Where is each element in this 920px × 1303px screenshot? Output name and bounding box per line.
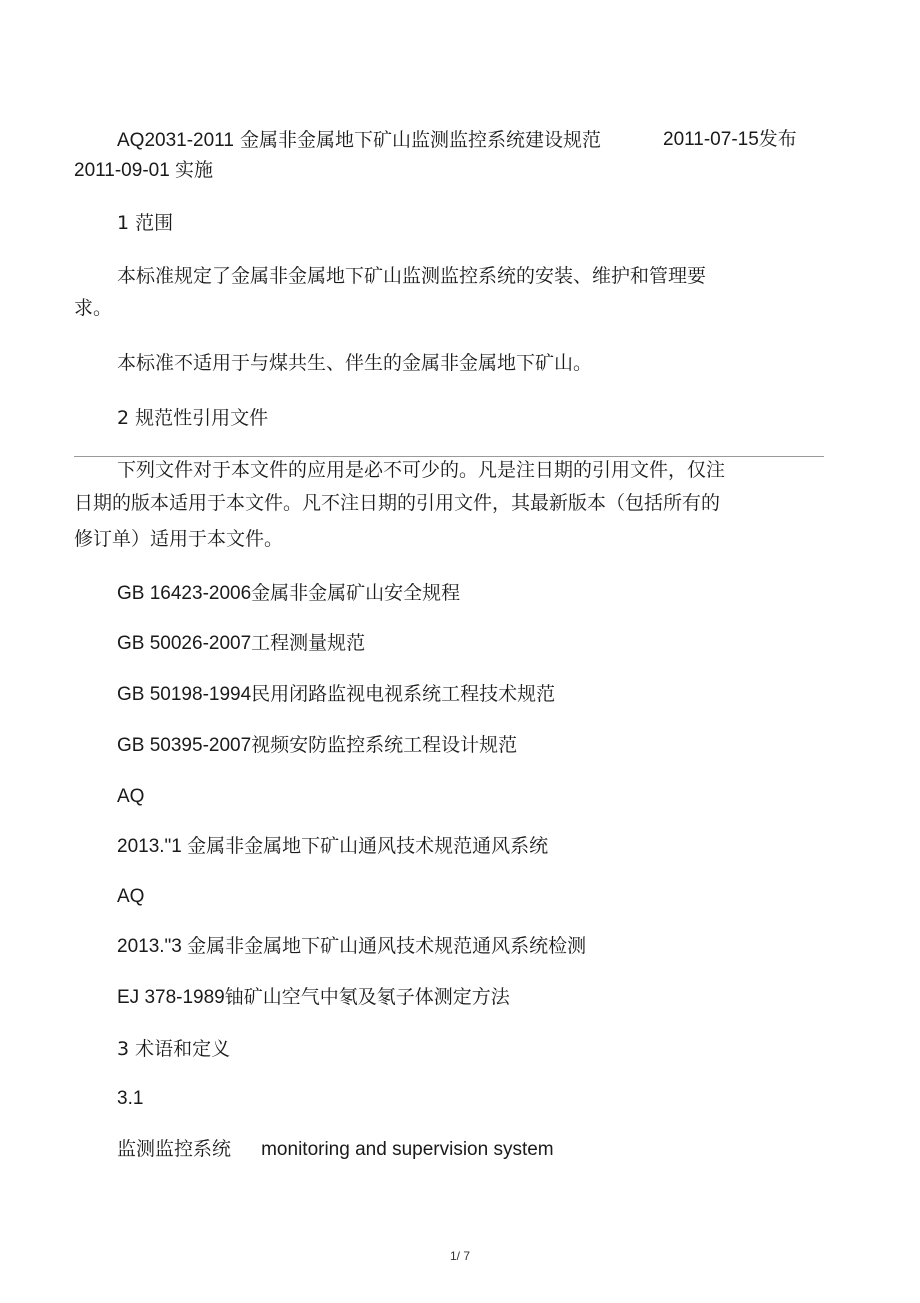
section-3-heading: 3 术语和定义 [117,1038,231,1060]
term-chinese: 监测监控系统 [117,1138,232,1160]
page-number: 1/ 7 [449,1249,470,1263]
references-intro-line-3: 修订单）适用于本文件。 [74,528,284,550]
subsection-number: 3.1 [117,1088,144,1109]
reference-item: GB 16423-2006金属非金属矿山安全规程 [117,583,461,604]
reference-item: 2013."1 金属非金属地下矿山通风技术规范通风系统 [117,836,549,857]
reference-item: 2013."3 金属非金属地下矿山通风技术规范通风系统检测 [117,936,587,957]
implement-date: 2011-09-01 实施 [74,160,214,181]
term-definition-line [117,1137,554,1162]
section-2-heading: 2 规范性引用文件 [117,407,269,429]
publish-date: 2011-07-15发布 [663,129,797,150]
scope-paragraph-line-1: 本标准规定了金属非金属地下矿山监测监控系统的安装、维护和管理要 [117,265,707,287]
scope-paragraph-line-2: 求。 [74,297,113,319]
standard-code: AQ2031-2011 [117,130,234,151]
term-english: monitoring and supervision system [261,1139,554,1160]
standard-title: 金属非金属地下矿山监测监控系统建设规范 [239,129,601,151]
reference-item: GB 50026-2007工程测量规范 [117,633,366,654]
horizontal-divider [74,456,824,457]
scope-paragraph-2: 本标准不适用于与煤共生、伴生的金属非金属地下矿山。 [117,352,593,374]
reference-item: GB 50198-1994民用闭路监视电视系统工程技术规范 [117,684,556,705]
reference-item: GB 50395-2007视频安防监控系统工程设计规范 [117,735,518,756]
reference-item: AQ [117,786,145,807]
section-1-heading: 1 范围 [117,212,174,234]
references-intro-line-1: 下列文件对于本文件的应用是必不可少的。凡是注日期的引用文件，仅注 [117,459,726,481]
doc-header-line [117,128,601,153]
reference-item: EJ 378-1989铀矿山空气中氡及氡子体测定方法 [117,987,510,1008]
reference-item: AQ [117,886,145,907]
references-intro-line-2: 日期的版本适用于本文件。凡不注日期的引用文件，其最新版本（包括所有的 [74,492,721,514]
